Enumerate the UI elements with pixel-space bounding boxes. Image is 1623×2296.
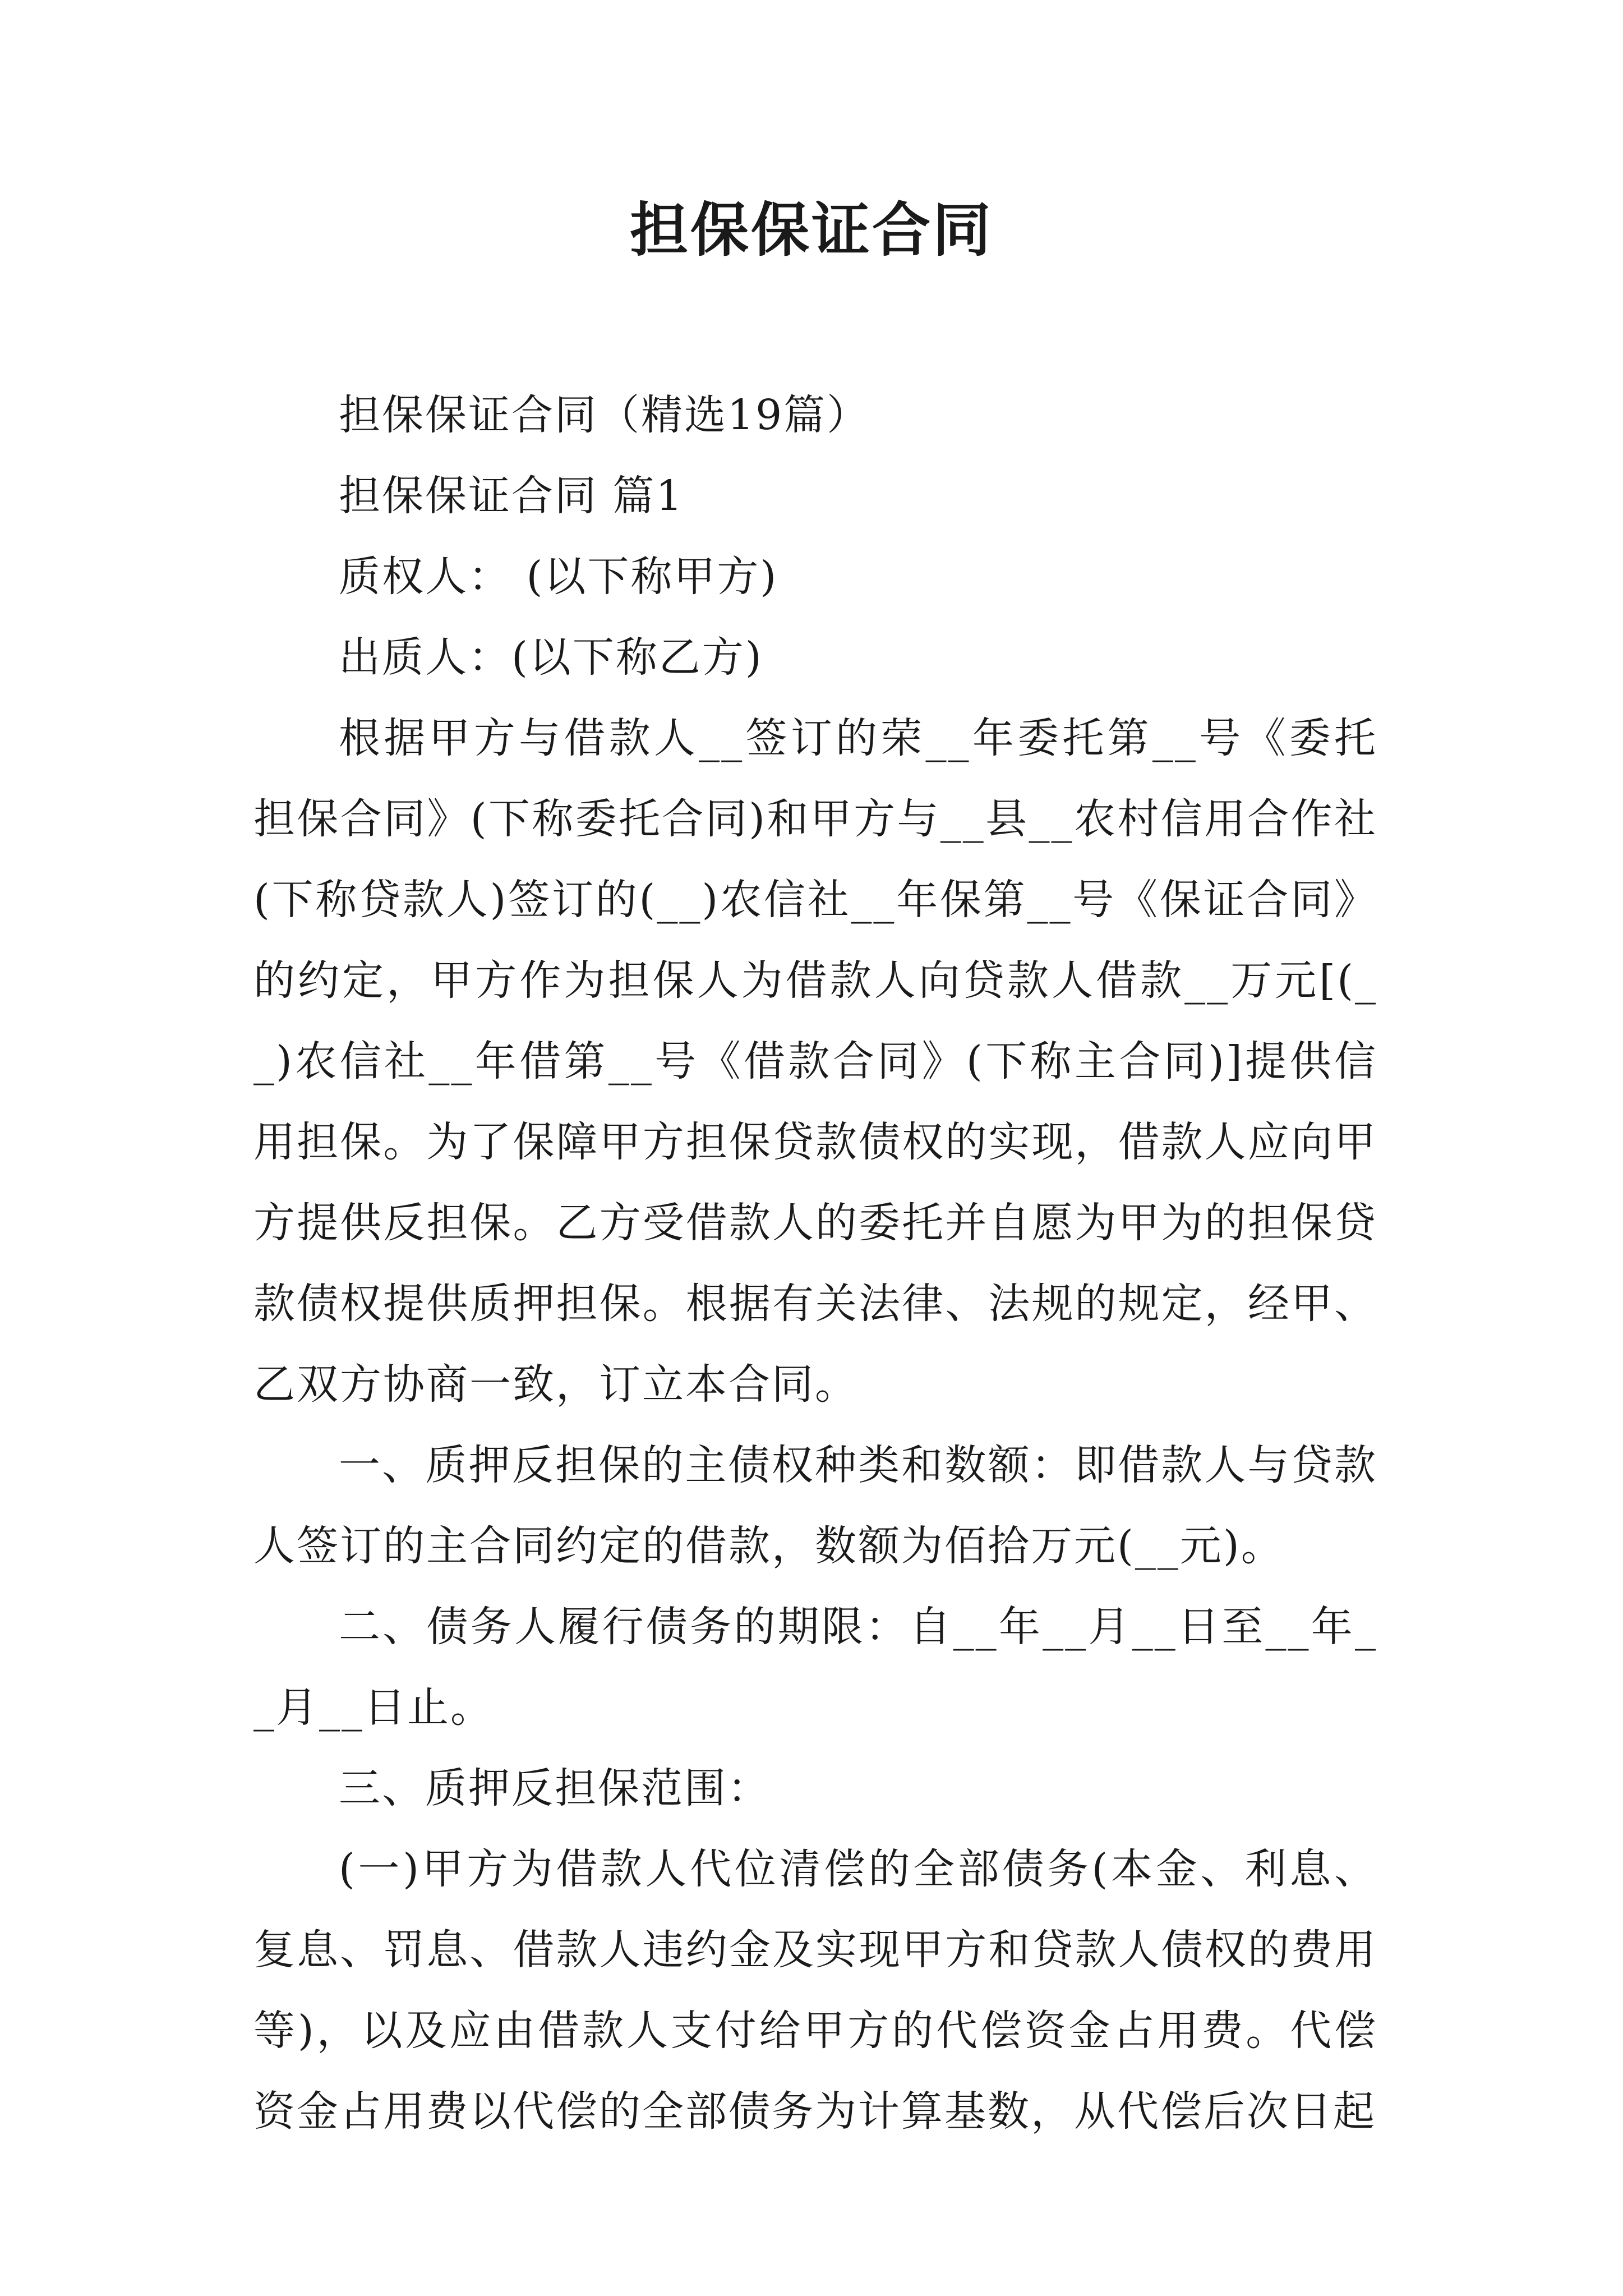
pledgor-line: 出质人：(以下称乙方) <box>339 633 763 682</box>
clause-1-paragraph: 一、质押反担保的主债权种类和数额：即借款人与贷款人签订的主合同约定的借款，数额为佰拾万元(__元)。 <box>253 1441 1377 1570</box>
subtitle-paragraph: 担保保证合同（精选19篇） <box>339 391 870 439</box>
clause-3-heading: 三、质押反担保范围： <box>339 1764 771 1812</box>
preamble-paragraph: 根据甲方与借款人__签订的荣__年委托第__号《委托担保合同》(下称委托合同)和甲方与__县__农村信用合作社(下称贷款人)签订的(__)农信社__年保第__号《保证合同》的约定，甲方作为担保人为借款人向贷款人借款__万元[(__)农信社__年借第__号《借款合同》(下称主合同)]提供信用担保。为了保障甲方担保贷款债权的实现，借款人应向甲方提供反担保。乙方受借款人的委托并自愿为甲为的担保贷款债权提供质押担保。根据有关法律、法规的规定，经甲、乙双方协商一致，订立本合同。 <box>253 714 1377 1409</box>
clause-3-item-1: (一)甲方为借款人代位清偿的全部债务(本金、利息、复息、罚息、借款人违约金及实现甲方和贷款人债权的费用等)，以及应由借款人支付给甲方的代偿资金占用费。代偿资金占用费以代偿的全部债务为计算基数，从代偿后次日起 <box>253 1845 1377 2136</box>
clause-2-paragraph: 二、债务人履行债务的期限：自__年__月__日至__年__月__日止。 <box>253 1603 1377 1732</box>
pledgee-line: 质权人： (以下称甲方) <box>339 553 778 601</box>
section-heading: 担保保证合同 篇1 <box>339 472 684 520</box>
document-title: 担保保证合同 <box>629 195 993 264</box>
document-body <box>253 375 1377 2152</box>
